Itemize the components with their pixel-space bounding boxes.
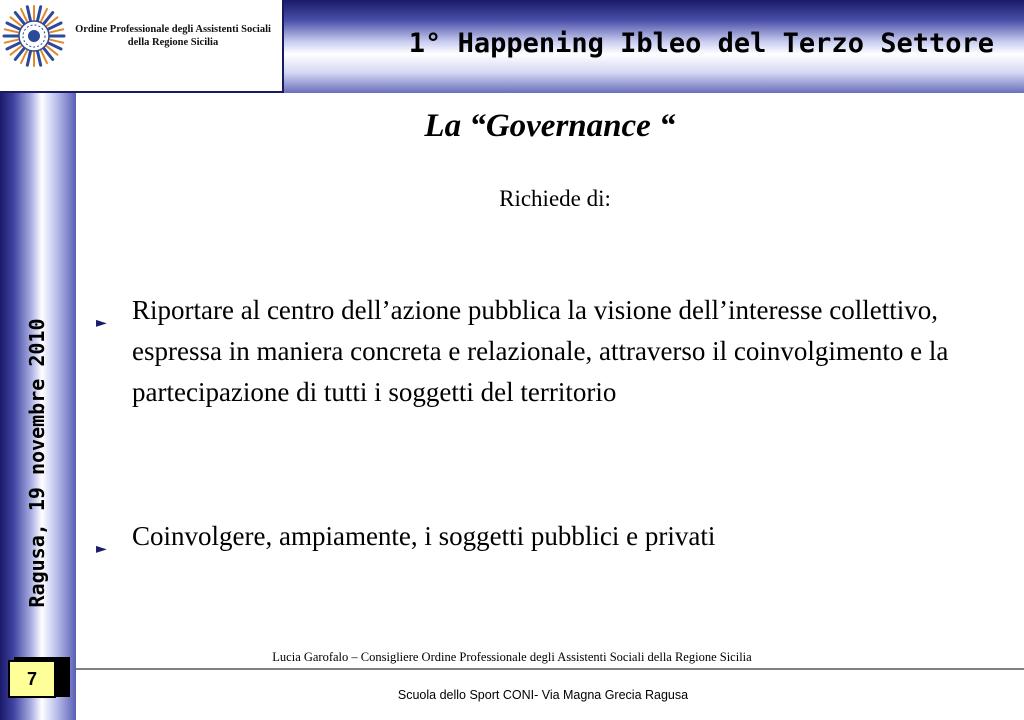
header-banner <box>284 0 1024 93</box>
bullet-text: Coinvolgere, ampiamente, i soggetti pubblici e privati <box>132 521 716 551</box>
triangle-bullet-icon: ► <box>96 315 107 331</box>
footer-venue: Scuola dello Sport CONI- Via Magna Grecia Ragusa <box>397 688 689 702</box>
event-title: 1° Happening Ibleo del Terzo Settore <box>408 28 994 59</box>
triangle-bullet-icon: ► <box>96 541 107 557</box>
page-number-badge: 7 <box>8 660 56 698</box>
bullet-text: Riportare al centro dell’azione pubblica la visione dell’interesse collettivo, espressa in maniera concreta e relazionale, attraverso il coinvolgimento e la partecipazione di tutti i soggetti del territorio <box>132 295 949 407</box>
event-date-location: Ragusa, 19 novembre 2010 <box>25 318 49 608</box>
footer-author: Lucia Garofalo – Consigliere Ordine Professionale degli Assistenti Sociali della Regione Sicilia <box>272 650 752 664</box>
slide-subtitle: Richiede di: <box>499 186 611 211</box>
organization-logo-panel <box>0 0 284 93</box>
organization-name <box>66 23 280 49</box>
footer-divider <box>76 668 1024 670</box>
sunburst-emblem-icon <box>2 4 66 68</box>
organization-name-line2: della Regione Sicilia <box>127 37 219 48</box>
left-sidebar <box>0 93 76 720</box>
organization-name-line1: Ordine Professionale degli Assistenti Sociali <box>75 24 271 35</box>
slide-title: La “Governance “ <box>424 108 676 144</box>
